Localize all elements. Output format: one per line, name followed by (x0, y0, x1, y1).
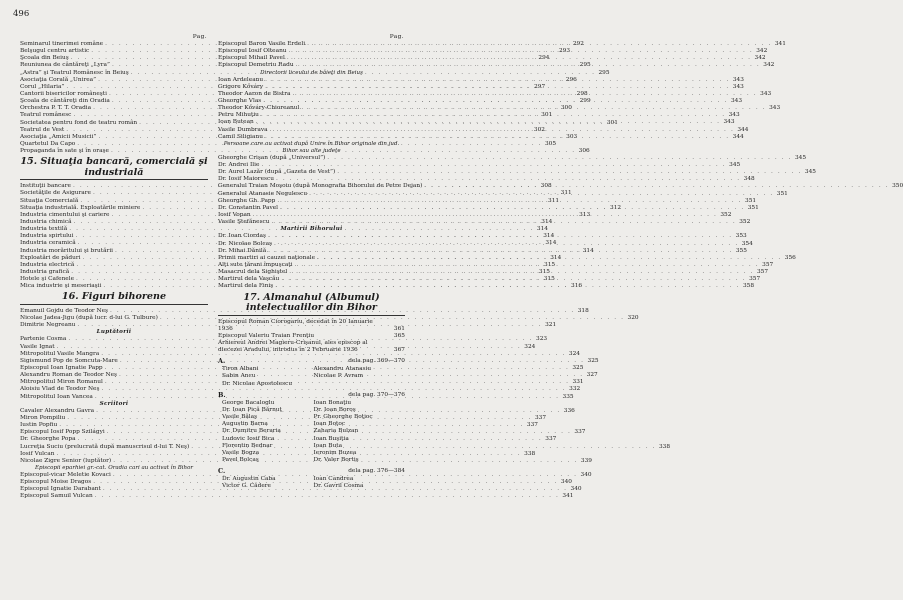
entry-title: „Astra” şi Teatrul Românesc în Beiuş (20, 69, 129, 76)
entry-title: Episcopul Samuil Vulcan (20, 493, 93, 500)
subheading-scriitori: Scriitori (99, 400, 129, 407)
entry-page-number: 358 (742, 283, 755, 290)
leader-dots (325, 155, 792, 162)
index-entry (20, 307, 589, 315)
leader-dots (335, 169, 802, 176)
index-entry (20, 148, 590, 155)
entry-page-number: 321 (545, 322, 557, 329)
person-name: Vasile Bălaş (222, 414, 258, 421)
entry-title: Mica industrie şi meseriaşii (20, 283, 102, 290)
entry-title: Teatrul de Vest (20, 126, 65, 133)
entry-title: Iustin Popfiu (20, 422, 58, 429)
person-name: Ioan Boţoc (313, 421, 346, 428)
entry-page-number: 344 (732, 133, 744, 140)
entry-page-number: 344 (737, 126, 749, 133)
leader-dots (273, 283, 740, 290)
entry-page-number: 342 (754, 55, 766, 62)
pag-header: Pag. (192, 34, 207, 40)
leader-dots (93, 493, 560, 500)
entry-page-number: 315 (543, 276, 555, 283)
person-name: Dr. Nicolae Apostolescu (222, 380, 293, 387)
entry-page-number: 357 (762, 261, 774, 268)
entry-page-number: 325 (587, 357, 599, 364)
index-entry (20, 386, 581, 393)
entry-title: Dr. Gheorghe Popa (20, 436, 76, 443)
entry-title: Mitropolitul Miron Romanul (20, 379, 103, 386)
leader-dots (299, 105, 766, 112)
entry-title: Ioan Ardeleanu (218, 76, 264, 83)
entry-page-number: 315 (538, 268, 550, 275)
leader-dots (422, 183, 889, 190)
entry-page-number: 341 (562, 493, 574, 500)
letter-a-row (218, 357, 405, 366)
person-name: Ioan Buşiţia (313, 435, 349, 442)
entry-page-number: 293 (558, 48, 571, 55)
entry-page-number: 316 (571, 283, 583, 290)
person-name: Ioan Bonaţiu (313, 399, 352, 406)
paragraphs-section-17 (218, 319, 405, 355)
person-name: Dr. Augustin Caba (222, 476, 276, 483)
leader-dots (294, 62, 761, 69)
entry-title: Dr. Nicolae Bolcaş (218, 240, 272, 247)
leader-dots (287, 48, 754, 55)
entry-page-number: 350 (892, 183, 903, 190)
index-entry (218, 169, 816, 176)
entry-page-number: 300 (560, 105, 572, 112)
entry-title: Gheorghe Vlas (218, 97, 262, 104)
entry-page-number: 313 (579, 211, 591, 218)
entry-title: Masacrul dela Sighiştel (218, 269, 288, 276)
entry-page-number: 345 (794, 154, 807, 161)
entry-title: Teatrul românesc (20, 112, 72, 119)
entry-title: Dr. Aurel Lazăr (după „Gazeta de Vest”) (218, 169, 336, 176)
entry-page-number: 353 (735, 233, 747, 240)
entry-page-number: 331 (572, 379, 584, 386)
entry-page-number: 315 (544, 261, 556, 268)
entry-page-number: 356 (784, 254, 796, 261)
person-name: Florentin Bednar (222, 442, 273, 449)
entry-title: Şcoala din Beiuş (20, 55, 69, 62)
entry-page-number: 354 (741, 240, 753, 247)
entry-page-number: 297 (534, 83, 546, 90)
entry-title: Cavaler Alexandru Gavra (20, 407, 95, 414)
entry-page-number: 303 (566, 133, 578, 140)
entry-title: Industria cimentului şi cariere (20, 211, 110, 218)
entry-page-number: 296 (565, 76, 577, 83)
leader-dots (287, 269, 754, 276)
entry-title: Reuniunea de cântăreţi „Lyra” (20, 62, 110, 69)
entry-page-number: 352 (739, 219, 751, 226)
entry-title: Episcopul Iosif Olteanu (218, 48, 287, 55)
entry-title: Corul „Hilaria” (20, 83, 65, 90)
entry-page-number: 336 (563, 407, 575, 414)
entry-page-number: 294 (538, 55, 550, 62)
entry-page-number: 332 (569, 386, 581, 393)
entry-title: Alţi sute ţărani împuşcaţi (218, 261, 293, 268)
entry-title: Gheorghe Crişan (după „Universul”) (218, 154, 326, 161)
letter-b-row (218, 391, 405, 400)
entry-title: Situaţia Comercială (20, 197, 79, 204)
entry-title: Sigismund Pop de Somcuta-Mare (20, 357, 118, 364)
entry-page-number: 340 (580, 471, 592, 478)
entry-title: Emanuil Gojdu de Teodor Neş (20, 307, 109, 314)
entry-page-number: 367 (393, 347, 405, 354)
names-grid-a (218, 366, 405, 387)
person-name: Pavel Bolcaş (222, 457, 259, 463)
entry-title: Orchestra P. T. T. Oradia (20, 105, 92, 112)
leader-dots (307, 191, 774, 198)
entry-page-number: 351 (745, 197, 757, 204)
entry-title: Instituţii bancare (20, 183, 71, 190)
entry-title: Societăţile de Asigurare (20, 190, 91, 197)
index-paragraph (218, 333, 405, 340)
entry-page-number: 351 (776, 190, 788, 197)
names-grid-b (218, 400, 405, 464)
entry-title: Belşugul centru artistic (20, 48, 90, 55)
section-title-15: 15. Situaţia bancară, comercială şi industrială (20, 157, 208, 180)
index-entry (20, 336, 548, 343)
letter-c: C. (218, 467, 226, 476)
entry-page-number: 340 (560, 479, 572, 486)
leader-dots (285, 55, 752, 62)
entry-title: Miron Pompiliu (20, 414, 66, 421)
entry-page-number: 302 (533, 126, 545, 133)
range-b: dela pag. 370—376 (348, 391, 405, 398)
entry-title: Martirul dela Vaşcău (218, 276, 280, 283)
leader-dots (263, 84, 730, 91)
entry-page-number: 301 (606, 119, 618, 126)
person-name: Ieronim Buzea (313, 449, 357, 456)
leader-dots (263, 134, 730, 141)
entry-title: Ioan Butean (218, 119, 254, 126)
entry-title: Industria morăritului şi brutării (20, 247, 114, 254)
leader-dots (315, 255, 782, 262)
entry-page-number: 324 (524, 343, 536, 350)
entry-page-number: 301 (541, 112, 553, 119)
entry-page-number: 351 (747, 204, 759, 211)
entry-page-number: 305 (544, 140, 557, 147)
person-name: Tiron Albani (222, 366, 259, 373)
entry-page-number: 312 (610, 204, 622, 211)
entry-page-number: 343 (732, 76, 744, 83)
entry-title: Industria chimică (20, 218, 72, 225)
entry-page-number: 314 (545, 240, 557, 247)
leader-dots (275, 198, 742, 205)
entry-page-number: 338 (524, 450, 536, 457)
entry-title: Nicolae Zigre Senior (luptător) (20, 457, 112, 464)
person-name: George Bacaloglu (222, 399, 275, 406)
index-entry (218, 154, 807, 162)
leader-dots (266, 248, 733, 255)
person-name (314, 381, 406, 388)
leader-dots (259, 112, 726, 119)
entry-page-number: 295 (598, 69, 610, 76)
entry-page-number: 342 (756, 48, 768, 55)
entry-title: Dr. Mihai Dănilă (218, 247, 267, 254)
person-name: Ludovic Iosif Bica (222, 435, 275, 442)
entry-title: Martirul dela Finiş (218, 283, 274, 290)
entry-page-number: 335 (562, 393, 574, 400)
person-name: Pr. Gheorghe Boţioc (313, 414, 373, 421)
entry-page-number: 342 (763, 62, 775, 69)
entry-page-number: 327 (586, 372, 598, 379)
leader-dots (305, 41, 772, 48)
entry-title: Aloisiu Vlad de Teodor Neş (20, 386, 100, 393)
entry-title: Alexandru Roman de Teodor Neş (20, 372, 117, 379)
entry-title: Generalul Atanasie Negulescu (218, 190, 308, 197)
leader-dots (292, 262, 759, 269)
entry-page-number: 345 (729, 161, 741, 168)
names-grid-c (218, 476, 405, 490)
person-name: Dr. Dumitru Beraria (222, 428, 281, 435)
entry-title: Theodor Kőváry-Chioreanul (218, 105, 300, 112)
entry-title: Dimitrie Negreanu (20, 322, 76, 329)
index-entry (20, 493, 574, 500)
entry-title: Episcopul Demetriu Radu (218, 62, 294, 69)
entry-page-number: 295 (579, 62, 591, 69)
note-persoane: Persoane care au activat după Unire în Bihor originale din jud. Bihor sau alte judeţe (223, 140, 400, 154)
entry-title: Episcopul Moise Dragos (20, 479, 92, 486)
entry-page-number: 357 (756, 269, 769, 276)
entry-title: Episcopul Baron Vasile Erdeli (218, 41, 306, 47)
entry-page-number: 320 (627, 315, 639, 321)
paragraph-text: Episcopul Roman Ciorogariu, decedat în 20 Ianuarie 1936 (218, 318, 373, 332)
person-name: Augustin Barna (222, 421, 268, 428)
paragraph-text: Episcopul Valeriu Traian Frenţiu (218, 332, 315, 339)
entry-title: Societatea pentru fond de teatru român (20, 119, 138, 126)
index-entry (20, 315, 639, 322)
entry-page-number: 343 (730, 97, 743, 104)
entry-title: Situaţia industrială. Exploatările miniere (20, 204, 141, 211)
entry-title: Exploatări de păduri (20, 254, 81, 261)
entry-page-number: 357 (749, 276, 761, 283)
entry-page-number: 314 (550, 254, 562, 261)
pag-header-right: Pag. (389, 34, 404, 40)
entry-title: Industria grafică (20, 268, 70, 275)
person-name: Sabin Ancu (222, 373, 256, 380)
entry-title: Petru Mihuţiu (218, 112, 259, 119)
entry-page-number: 323 (536, 336, 548, 343)
leader-dots (261, 98, 728, 105)
entry-title: Gheorghe Gh. Papp (218, 197, 276, 204)
section-title-17: 17. Almanahul (Albumul) intelectualilor din Bihor (218, 293, 405, 316)
entry-page-number: 355 (735, 247, 747, 254)
entry-title: Episcopul-vicar Meletie Kovaci (20, 471, 111, 478)
entry-page-number: 311 (548, 197, 560, 204)
entry-title: Nicolae Jadea-Jigu (după lucr. d-lui G. Tulbure) (20, 315, 158, 321)
entry-title: Industria spirtului (20, 233, 74, 240)
leader-dots (272, 241, 739, 248)
entry-title: Industria textilă (20, 226, 68, 233)
person-name: Nicolae P. Avram (313, 373, 364, 380)
leader-dots (279, 276, 746, 283)
entry-page-number: 343 (732, 83, 744, 90)
entry-page-number: 340 (570, 486, 582, 493)
entry-page-number: 314 (582, 247, 594, 254)
entry-title: Vasile Dumbrava (218, 126, 268, 133)
entry-page-number: 337 (534, 414, 547, 421)
person-name: Dr. Gavril Cosma (313, 483, 364, 490)
entry-page-number: 324 (568, 350, 580, 357)
entry-page-number: 361 (393, 325, 405, 332)
entry-page-number: 311 (560, 190, 572, 197)
person-name: Zaharia Bulzan (313, 428, 359, 435)
entry-page-number: 341 (774, 41, 786, 47)
entry-page-number: 318 (577, 307, 589, 314)
leader-dots (266, 233, 733, 240)
entry-title: Dr. Constantin Pavel (218, 204, 279, 211)
leader-dots (263, 77, 730, 84)
entry-page-number: 314 (536, 226, 548, 233)
person-name: Ioan Candrea (313, 476, 354, 483)
person-name: Ioan Buta (313, 442, 343, 449)
entry-page-number: 365 (393, 332, 405, 339)
entry-title: Seminarul tinerimei române (20, 41, 104, 47)
person-name: Vasile Bogza (222, 449, 260, 456)
entry-title: Camil Siligianu (218, 133, 263, 140)
range-a: dela pag. 369—370 (348, 358, 405, 365)
index-paragraph (218, 319, 405, 333)
entry-title: Episcopul Iosif Popp Szilágyi (20, 429, 105, 436)
entry-page-number: 308 (540, 183, 552, 190)
person-name: Dr. Ioan Pică Bărnuţ (222, 406, 282, 413)
paragraph-text: Arhiereul Andrei Magieru-Crişanul, ales episcop al diecezei Aradului, introdus în 2 Februarie 1936 (218, 339, 368, 354)
entry-page-number: 337 (545, 436, 557, 443)
entry-title: Asociaţia „Amicii Musicii” (20, 133, 97, 140)
entry-page-number: 314 (541, 218, 553, 225)
leader-dots (270, 219, 737, 226)
entry-page-number: 343 (723, 119, 735, 126)
entry-page-number: 298 (576, 90, 588, 97)
entry-title: Mitropolitul Vasile Mangra (20, 350, 100, 357)
leader-dots (278, 205, 745, 212)
entry-title: Episcopul Ignatie Darabant (20, 486, 101, 493)
entry-page-number: 343 (760, 90, 772, 97)
person-name: Dr. Valer Bortiş (313, 457, 359, 463)
letter-a: A. (218, 357, 226, 366)
entry-title: Mitropolitul Ioan Vancea (20, 393, 93, 400)
person-name: Dr. Ioan Boroş (313, 406, 356, 413)
leader-dots (290, 91, 757, 98)
entry-page-number: 343 (769, 105, 781, 112)
entry-page-number: 337 (574, 429, 586, 436)
entry-title: Şcoala de cântăreţi din Oradia (20, 98, 110, 105)
entry-page-number: 345 (804, 169, 816, 176)
section-title-16: 16. Figuri bihorene (20, 292, 208, 305)
entry-title: Vasile Ştefănescu (218, 219, 270, 226)
entry-title: Iosif Vopan (218, 211, 251, 218)
subheading-martirii: Martirii Bihorului (280, 226, 343, 233)
entry-title: Theodor Aaron de Bistra (218, 90, 291, 97)
entry-title: Industria ceramică (20, 240, 76, 247)
entry-title: Vasile Ignat (20, 343, 55, 350)
entry-title: Partenie Cosma (20, 336, 67, 343)
entry-page-number: 338 (658, 443, 671, 450)
leader-dots (251, 212, 718, 219)
entry-page-number: 306 (578, 148, 590, 155)
person-name: Victor G. Cădere (222, 483, 271, 490)
entry-page-number: 343 (728, 112, 740, 119)
entry-title: Episcopul Ioan Ignatie Papp (20, 364, 103, 371)
entry-page-number: 325 (572, 364, 584, 371)
entry-page-number: 348 (743, 176, 755, 183)
entry-title: Asociaţia Corală „Unirea” (20, 76, 97, 83)
leader-dots (268, 127, 735, 134)
leader-dots (254, 119, 721, 126)
entry-title: Generalul Traian Moşoiu (după Monografia Bihorului de Petre Dejan) (218, 183, 423, 190)
note-directorii: Directorii liceului de băieţi din Beiuş (260, 69, 363, 76)
entry-title: Lucreţia Suciu (prelucrată după manuscrisul d-lui T. Neş) (20, 443, 190, 450)
entry-title: Hotele şi Cafenele (20, 276, 75, 283)
letter-c-row (218, 467, 405, 476)
entry-title: Grigore Kőváry (218, 83, 264, 90)
entry-title: Quartetul Da Capo (20, 140, 76, 147)
entry-page-number: 299 (579, 98, 591, 105)
letter-b: B. (218, 390, 226, 399)
index-paragraph (218, 340, 405, 354)
entry-page-number: 292 (572, 41, 584, 47)
entry-title: Dr. Iosif Maiorescu (218, 176, 274, 183)
note-episcopii: Episcopii eparhiei gr.-cat. Oradia cari au activat în Bihor (34, 464, 194, 471)
entry-title: Propaganda în sate şi în oraşe (20, 148, 109, 155)
entry-page-number: 339 (580, 457, 592, 464)
range-c: dela pag. 376—384 (348, 468, 405, 475)
entry-page-number: 337 (526, 422, 538, 429)
entry-title: Cantorii bisericilor româneşti (20, 90, 107, 97)
entry-title: Primii martiri ai cauzei naţionale (218, 254, 316, 261)
subheading-luptatorii: Luptătorii (96, 329, 132, 336)
page-number: 496 (13, 9, 30, 19)
entry-title: Iosif Vulcan (20, 450, 55, 457)
entry-title: Dr. Ioan Ciordaş (218, 233, 266, 240)
entry-title: Dr. Andrei Ilie (218, 161, 260, 168)
entry-title: Episcopul Mihail Pavel (218, 55, 285, 62)
person-name: Alexandru Atanasiu (313, 366, 372, 373)
entry-page-number: 314 (543, 233, 555, 240)
entry-page-number: 352 (720, 211, 732, 218)
entry-title: Industria electrică (20, 261, 75, 268)
